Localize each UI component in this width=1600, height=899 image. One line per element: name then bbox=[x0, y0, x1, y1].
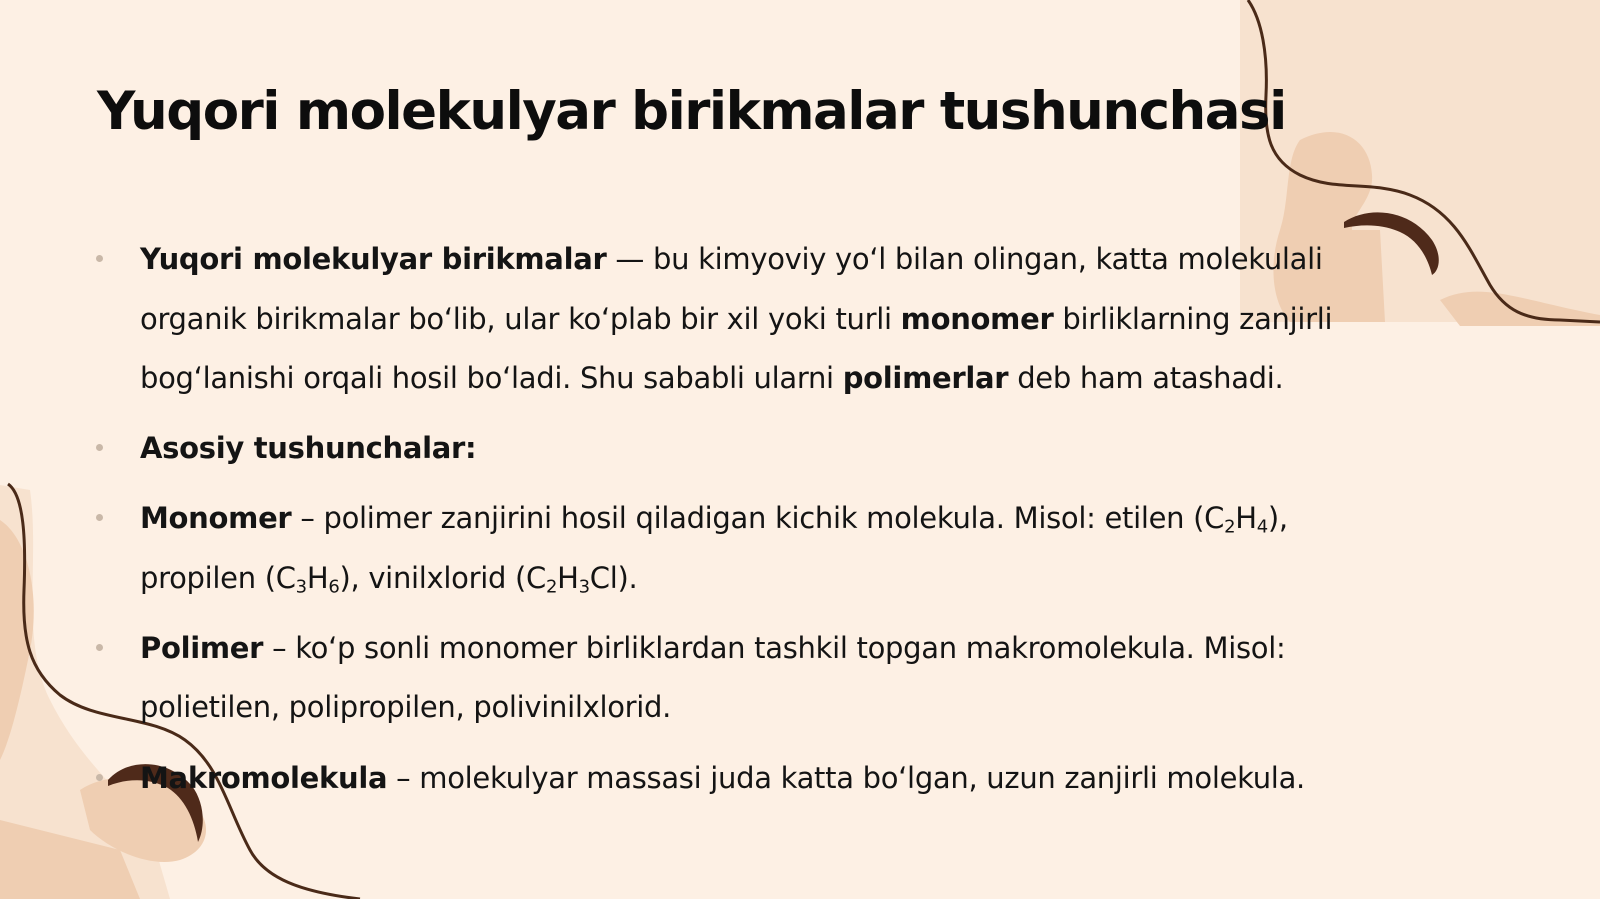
text-run: bogʻlanishi orqali hosil boʻladi. Shu sababli ularni bbox=[140, 361, 843, 395]
bold-term: Monomer bbox=[140, 501, 292, 535]
bullet-dot bbox=[96, 514, 103, 521]
text-run: polietilen, polipropilen, polivinilxlorid. bbox=[140, 690, 672, 724]
bullet-dot bbox=[96, 774, 103, 781]
text-run: – koʻp sonli monomer birliklardan tashkil topgan makromolekula. Misol: bbox=[263, 631, 1286, 665]
text-run: H bbox=[1235, 501, 1257, 535]
text-run: birliklarning zanjirli bbox=[1053, 302, 1333, 336]
subscript: 2 bbox=[545, 576, 558, 598]
bullet-dot bbox=[96, 444, 103, 451]
bullet-line bbox=[140, 490, 1288, 546]
subscript: 3 bbox=[578, 576, 590, 598]
text-run: Cl). bbox=[589, 561, 638, 595]
text-run: – molekulyar massasi juda katta boʻlgan, uzun zanjirli molekula. bbox=[387, 761, 1305, 795]
bold-term: Yuqori molekulyar birikmalar bbox=[140, 242, 607, 276]
bullet-line bbox=[140, 620, 1285, 676]
text-run: deb ham atashadi. bbox=[1008, 361, 1284, 395]
bold-term: polimerlar bbox=[842, 361, 1009, 395]
bullet-line bbox=[140, 350, 1283, 406]
text-run: ), vinilxlorid (C bbox=[339, 561, 546, 595]
bullet-line bbox=[140, 550, 637, 606]
bullet-line bbox=[140, 231, 1323, 287]
subscript: 3 bbox=[295, 576, 307, 598]
text-run: propilen (C bbox=[140, 561, 296, 595]
text-run: — bu kimyoviy yoʻl bilan olingan, katta molekulali bbox=[606, 242, 1323, 276]
text-run: H bbox=[557, 561, 579, 595]
text-run: H bbox=[306, 561, 329, 595]
text-run: – polimer zanjirini hosil qiladigan kichik molekula. Misol: etilen (C bbox=[291, 501, 1225, 535]
text-run: ), bbox=[1267, 501, 1288, 535]
bullet-line bbox=[140, 750, 1305, 806]
subscript: 2 bbox=[1224, 516, 1236, 538]
text-run: organik birikmalar boʻlib, ular koʻplab bir xil yoki turli bbox=[140, 302, 901, 336]
slide-title: Yuqori molekulyar birikmalar tushunchasi bbox=[97, 81, 1286, 142]
bullet-dot bbox=[96, 255, 103, 262]
bold-term: Asosiy tushunchalar: bbox=[140, 431, 477, 465]
bold-term: Makromolekula bbox=[140, 761, 388, 795]
subscript: 6 bbox=[328, 576, 340, 598]
subscript: 4 bbox=[1256, 516, 1268, 538]
bullet-dot bbox=[96, 644, 103, 651]
bullet-line bbox=[140, 291, 1332, 347]
bold-term: Polimer bbox=[140, 631, 264, 665]
bold-term: monomer bbox=[900, 302, 1054, 336]
bullet-line bbox=[140, 679, 671, 735]
bullet-line bbox=[140, 420, 476, 476]
